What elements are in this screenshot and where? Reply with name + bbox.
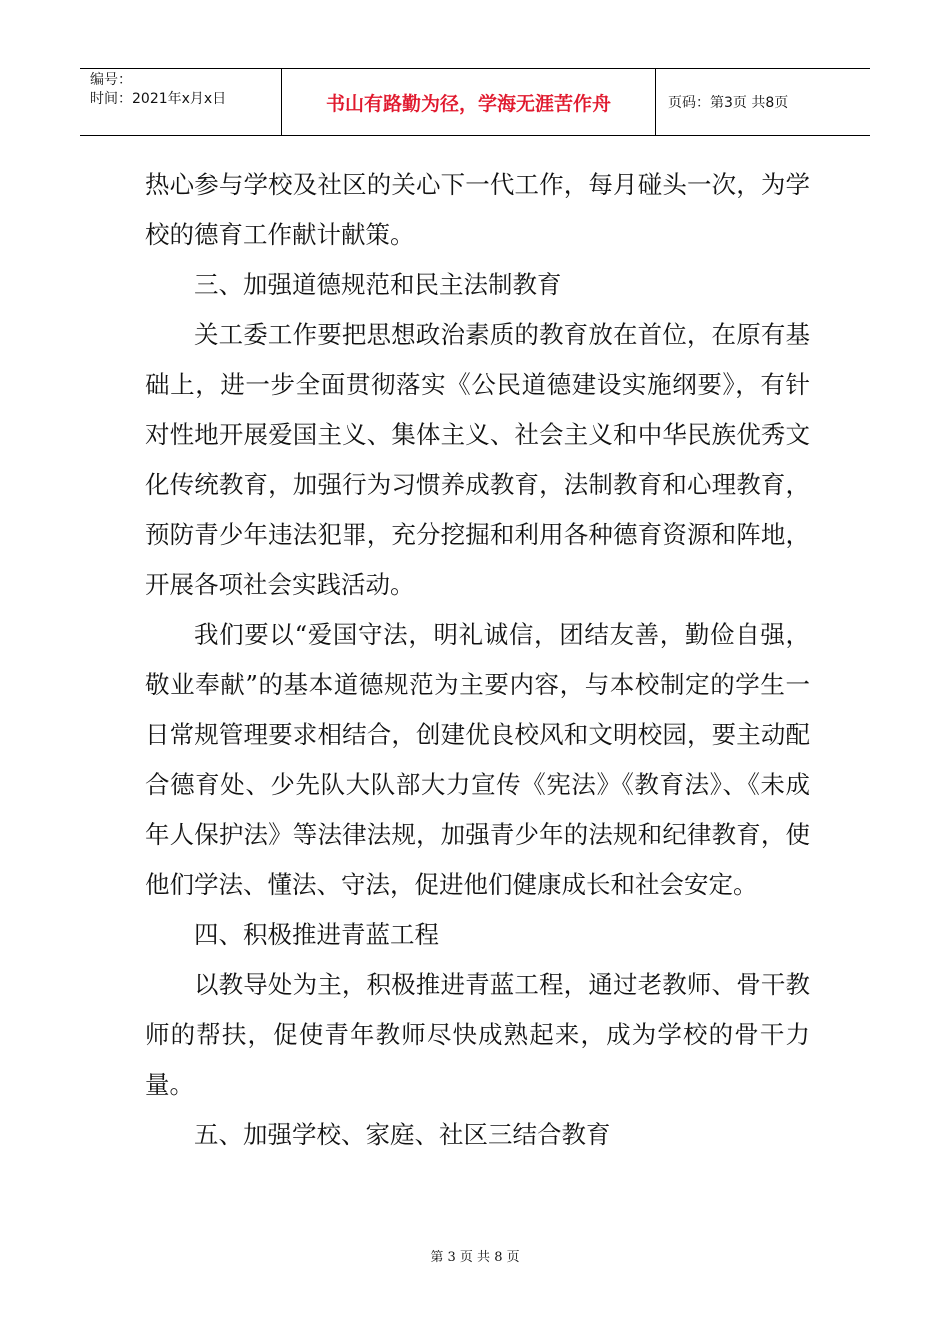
serial-label: 编号： — [90, 72, 132, 88]
body-paragraph: 关工委工作要把思想政治素质的教育放在首位，在原有基础上，进一步全面贯彻落实《公民道德建设实施纲要》，有针对性地开展爱国主义、集体主义、社会主义和中华民族优秀文化传统教育，加强行为习惯养成教育，法制教育和心理教育，预防青少年违法犯罪，充分挖掘和利用各种德育资源和阵地，开展各项社会实践活动。 — [145, 320, 810, 599]
page-header — [80, 68, 870, 136]
body-paragraph: 四、积极推进青蓝工程 — [194, 920, 439, 949]
date-label: 时间：2021年x月x日 — [90, 91, 227, 107]
body-paragraph: 以教导处为主，积极推进青蓝工程，通过老教师、骨干教师的帮扶，促使青年教师尽快成熟起来，成为学校的骨干力量。 — [145, 970, 810, 1099]
body-paragraph: 我们要以“爱国守法，明礼诚信，团结友善，勤俭自强，敬业奉献”的基本道德规范为主要内容，与本校制定的学生一日常规管理要求相结合，创建优良校风和文明校园，要主动配合德育处、少先队大队部大力宣传《宪法》《教育法》、《未成年人保护法》等法律法规，加强青少年的法规和纪律教育，使他们学法、懂法、守法，促进他们健康成长和社会安定。 — [145, 620, 810, 899]
header-motto: 书山有路勤为径，学海无涯苦作舟 — [282, 69, 656, 135]
header-meta — [80, 69, 282, 135]
body-paragraph: 五、加强学校、家庭、社区三结合教育 — [194, 1120, 611, 1149]
body-paragraph: 热心参与学校及社区的关心下一代工作，每月碰头一次，为学校的德育工作献计献策。 — [145, 170, 810, 249]
header-page-label: 页码：第3页 共8页 — [668, 95, 789, 111]
document-body — [145, 160, 810, 1160]
body-paragraph: 三、加强道德规范和民主法制教育 — [194, 270, 562, 299]
page-footer: 第 3 页 共 8 页 — [430, 1250, 520, 1265]
